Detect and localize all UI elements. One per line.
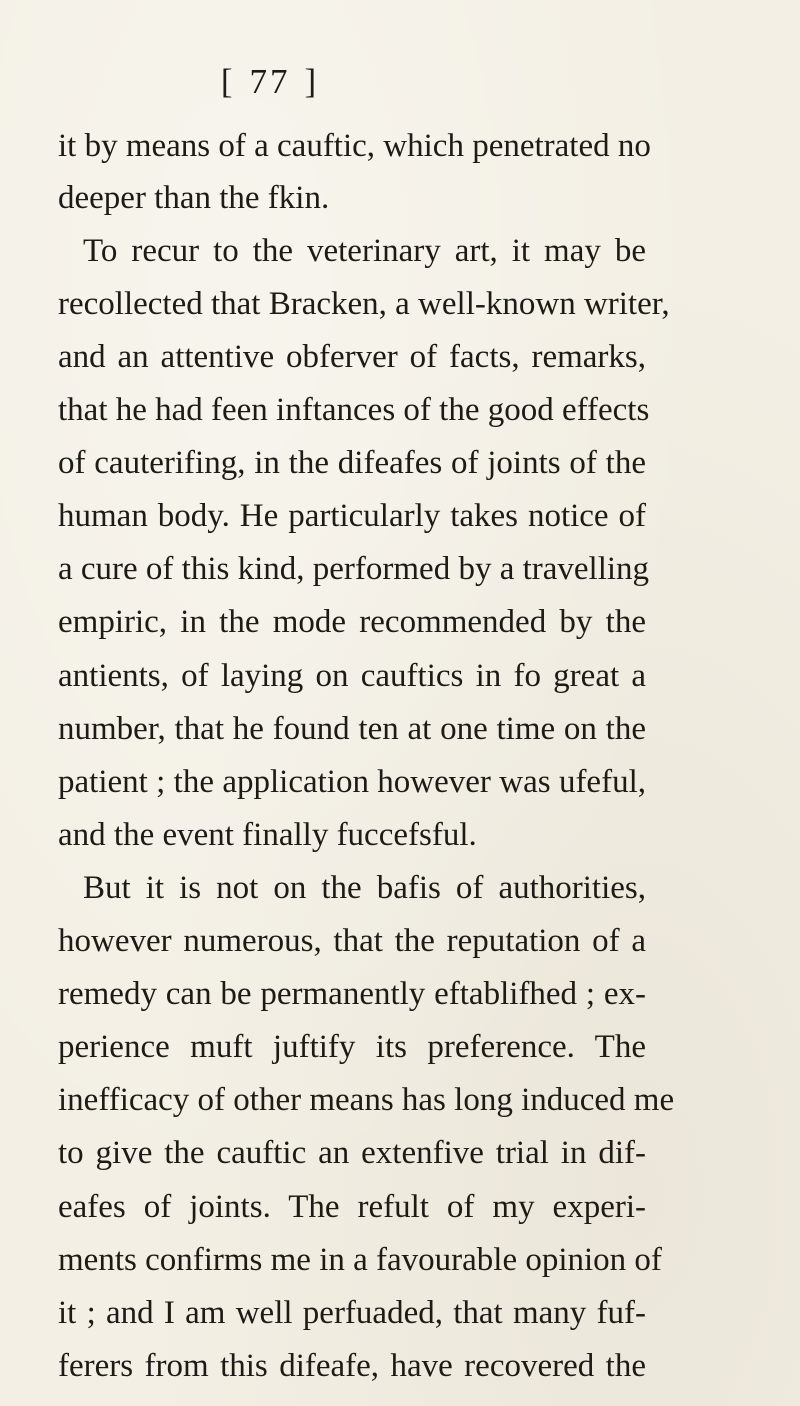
text-line: To recur to the veterinary art, it may be xyxy=(83,233,646,269)
text-line: deeper than the fkin. xyxy=(58,180,330,216)
text-line: it by means of a cauftic, which penetrated no xyxy=(58,128,651,164)
text-line: perience muft juftify its preference. The xyxy=(58,1029,646,1065)
text-line: a cure of this kind, performed by a travelling xyxy=(58,551,650,587)
text-line: however numerous, that the reputation of a xyxy=(58,923,646,959)
text-line: But it is not on the bafis of authorities, xyxy=(83,870,646,906)
header-close-bracket: ] xyxy=(304,62,320,101)
text-line: recollected that Bracken, a well-known writer, xyxy=(58,286,670,322)
text-line: eafes of joints. The refult of my experi- xyxy=(58,1189,646,1225)
text-line: and an attentive obferver of facts, remarks, xyxy=(58,339,646,375)
text-line: inefficacy of other means has long induced me xyxy=(58,1082,675,1118)
text-line: empiric, in the mode recommended by the xyxy=(58,604,646,640)
text-line: and the event finally fuccefsful. xyxy=(58,817,477,853)
text-line: human body. He particularly takes notice of xyxy=(58,498,646,534)
page-header xyxy=(0,62,670,102)
text-line: it ; and I am well perfuaded, that many fuf- xyxy=(58,1295,646,1331)
text-line: antients, of laying on cauftics in fo great a xyxy=(58,658,646,694)
text-line: patient ; the application however was ufeful, xyxy=(58,764,646,800)
text-line: number, that he found ten at one time on the xyxy=(58,711,646,747)
text-line: remedy can be permanently eftablifhed ; ex- xyxy=(58,976,646,1012)
text-line: ments confirms me in a favourable opinion of xyxy=(58,1242,662,1278)
text-line: of cauterifing, in the difeafes of joints of the xyxy=(58,445,646,481)
text-line: that he had feen inftances of the good effects xyxy=(58,392,650,428)
header-open-bracket: [ xyxy=(220,62,236,101)
text-line: ferers from this difeafe, have recovered the xyxy=(58,1348,646,1384)
text-line: to give the cauftic an extenfive trial in dif- xyxy=(58,1135,646,1171)
page-number: 77 xyxy=(249,62,291,101)
